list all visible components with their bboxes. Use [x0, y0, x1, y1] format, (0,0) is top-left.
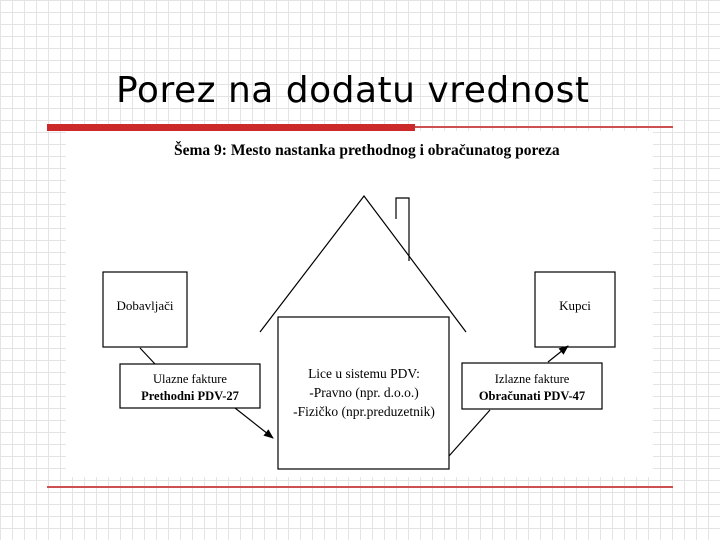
- input-vat-label: Prethodni PDV-27: [141, 389, 239, 403]
- diagram-caption: Šema 9: Mesto nastanka prethodnog i obračunatog poreza: [174, 142, 560, 159]
- buyers-label: Kupci: [559, 298, 591, 313]
- input-invoice-arrow: [235, 408, 273, 438]
- vat-entity-title: Lice u sistemu PDV:: [308, 366, 420, 381]
- slide-title: Porez na dodatu vrednost: [116, 70, 590, 111]
- vat-entity-natural: -Fizičko (npr.preduzetnik): [293, 404, 435, 419]
- suppliers-label: Dobavljači: [116, 298, 174, 313]
- output-vat-label: Obračunati PDV-47: [478, 389, 586, 403]
- output-flow-line: [449, 410, 490, 456]
- input-invoices-label: Ulazne fakture: [153, 372, 227, 386]
- roof-outline: [260, 196, 466, 332]
- chimney: [396, 198, 409, 261]
- supplier-flow-line: [140, 348, 155, 364]
- vat-entity-legal: -Pravno (npr. d.o.o.): [309, 385, 419, 400]
- buyer-flow-arrow: [548, 346, 568, 362]
- output-invoices-label: Izlazne fakture: [494, 372, 570, 386]
